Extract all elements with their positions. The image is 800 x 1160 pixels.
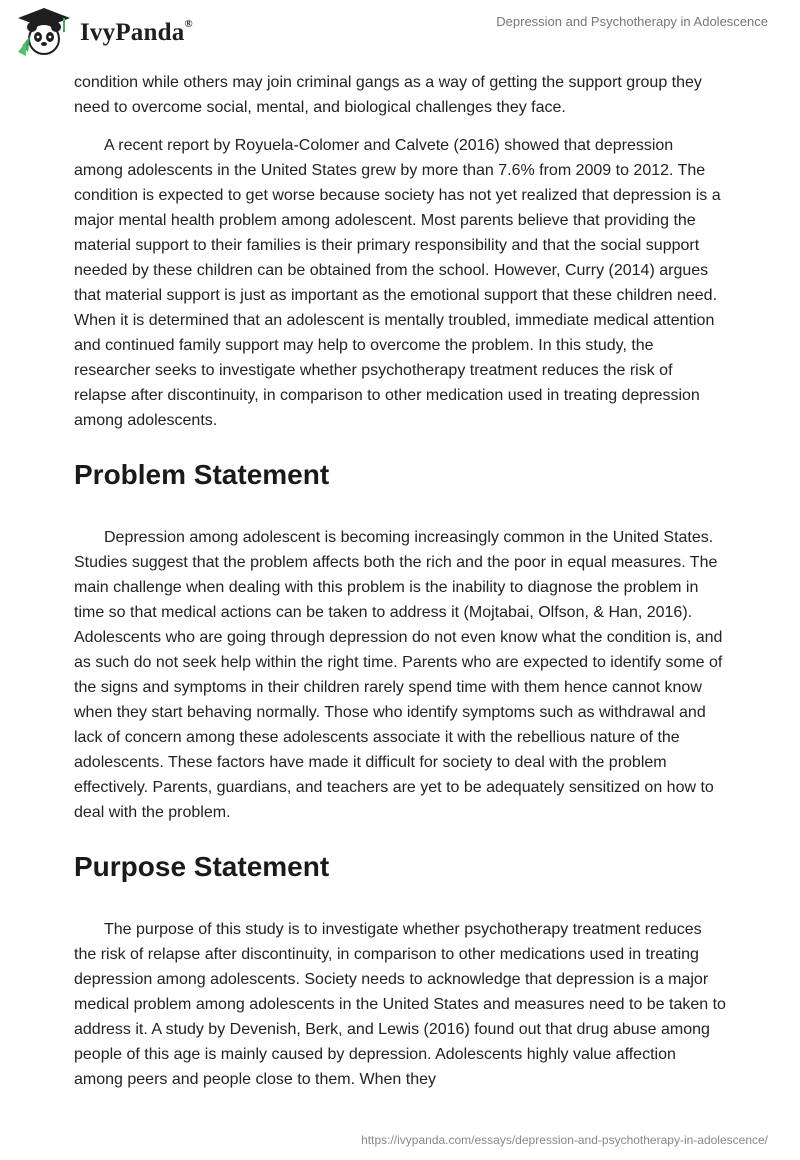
paragraph-report: A recent report by Royuela-Colomer and Calvete (2016) showed that depression among adolescents in the United States grew by more than 7.6% from 2009 to 2012. The condition is expected to get worse because society has not yet realized that depression is a major mental health problem among adolescent. Most parents believe that providing the material support to their families is their primary responsibility and that the social support needed by these children can be obtained from the school. However, Curry (2014) argues that material support is just as important as the emotional support that these children need. When it is determined that an adolescent is mentally troubled, immediate medical attention and continued family support may help to overcome the problem. In this study, the researcher seeks to investigate whether psychotherapy treatment reduces the risk of relapse after discontinuity, in comparison to other medication used in treating depression among adolescents. [74, 137, 721, 429]
heading-purpose-statement: Purpose Statement [74, 851, 330, 882]
heading-problem-statement: Problem Statement [74, 459, 330, 490]
paragraph-continued: condition while others may join criminal gangs as a way of getting the support group they need to overcome social, mental, and biological challenges they face. [74, 74, 702, 116]
document-title: Depression and Psychotherapy in Adolescence [496, 14, 768, 29]
paragraph-purpose: The purpose of this study is to investigate whether psychotherapy treatment reduces the risk of relapse after discontinuity, in comparison to other medications used in treating depression among adolescents. Society needs to acknowledge that depression is a major medical problem among adolescents in the United States and measures need to be taken to address it. A study by Devenish, Berk, and Lewis (2016) found out that drug abuse among people of this age is mainly caused by depression. Adolescents highly value affection among peers and people close to them. When they [74, 921, 726, 1088]
paragraph-problem: Depression among adolescent is becoming increasingly common in the United States. Studies suggest that the problem affects both the rich and the poor in equal measures. The main challenge when dealing with this problem is the inability to diagnose the problem in time so that medical actions can be taken to address it (Mojtabai, Olfson, & Han, 2016). Adolescents who are going through depression do not even know what the condition is, and as such do not seek help within the right time. Parents who are expected to identify some of the signs and symptoms in their children rarely spend time with them hence cannot know when they start behaving normally. Those who identify symptoms such as withdrawal and lack of concern among these adolescents associate it with the rebellious nature of the adolescents. These factors have made it difficult for society to deal with the problem effectively. Parents, guardians, and teachers are yet to be adequately sensitized on how to deal with the problem. [74, 529, 723, 821]
page-header [0, 0, 800, 72]
ivypanda-logo-icon[interactable] [14, 6, 74, 58]
source-url-link[interactable]: https://ivypanda.com/essays/depression-and-psychotherapy-in-adolescence/ [361, 1133, 768, 1147]
essay-content [74, 70, 726, 1092]
brand-text: IvyPanda [80, 19, 185, 46]
brand-name[interactable] [80, 19, 193, 47]
registered-mark: ® [184, 17, 193, 30]
